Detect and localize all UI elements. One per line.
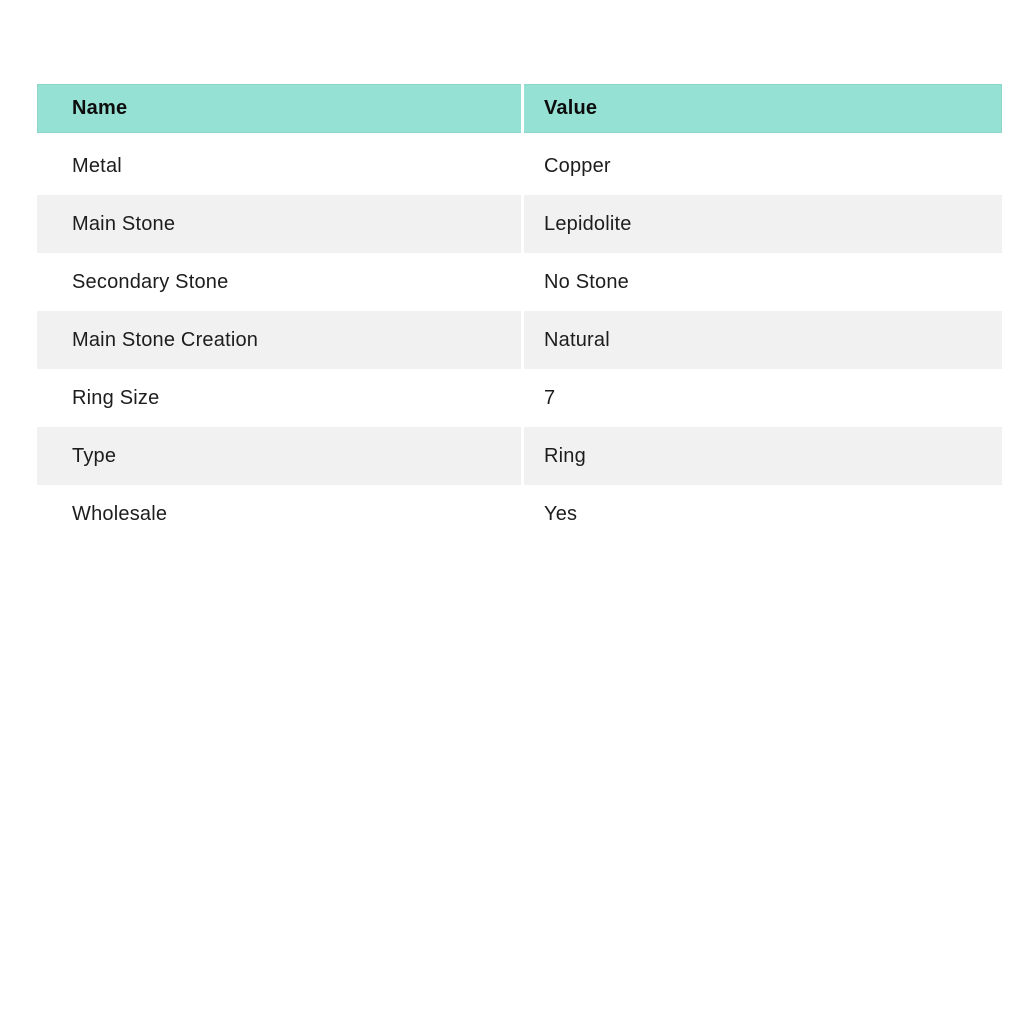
- table-header-row: [37, 84, 1002, 133]
- attribute-name-cell: Main Stone: [37, 195, 524, 253]
- attribute-name-cell: Ring Size: [37, 369, 524, 427]
- attribute-value-cell: Natural: [544, 328, 610, 351]
- table-body: [37, 137, 1002, 543]
- attribute-name-cell: Metal: [37, 137, 524, 195]
- table-row: [37, 195, 1002, 253]
- attribute-value-cell: No Stone: [544, 270, 629, 293]
- table-row: [37, 137, 1002, 195]
- attribute-value-cell: Lepidolite: [544, 212, 632, 235]
- attribute-value-cell: Copper: [544, 154, 611, 177]
- attribute-value-cell: Yes: [544, 502, 578, 525]
- column-header-name: Name: [37, 84, 524, 133]
- table-row: [37, 369, 1002, 427]
- attributes-table: [37, 84, 1002, 543]
- attribute-name-cell: Main Stone Creation: [37, 311, 524, 369]
- attribute-value-cell: Ring: [544, 444, 586, 467]
- attribute-name-cell: Secondary Stone: [37, 253, 524, 311]
- attribute-name-cell: Type: [37, 427, 524, 485]
- table-row: [37, 253, 1002, 311]
- column-header-value: Value: [544, 97, 598, 119]
- table-row: [37, 485, 1002, 543]
- attribute-value-cell: 7: [544, 386, 556, 409]
- attribute-name-cell: Wholesale: [37, 485, 524, 543]
- table-row: [37, 427, 1002, 485]
- table-row: [37, 311, 1002, 369]
